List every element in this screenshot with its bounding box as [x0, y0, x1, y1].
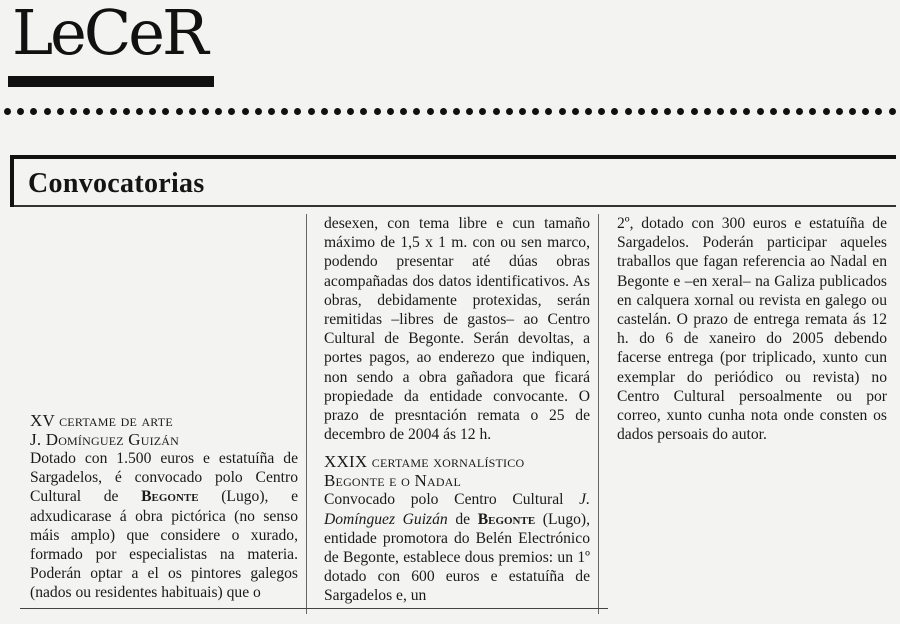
body-text: Dotado con 1.500 euros e estatuíña de Sargadelos, é convocado polo Centro Cultural de — [30, 450, 298, 506]
body-text: (Lugo), entidade promotora do Belén Electrónico de Begonte, establece dous premios: un 1º dotado con 600 euros e estatuíña de Sargadelos e, un — [324, 510, 591, 605]
article-heading-line: J. Domínguez Guizán — [30, 430, 180, 449]
divider-dot — [559, 108, 566, 115]
divider-dot — [400, 108, 407, 115]
divider-dot — [44, 108, 51, 115]
divider-dot — [823, 108, 830, 115]
divider-dot — [836, 108, 843, 115]
divider-dot — [255, 108, 262, 115]
section-underline — [14, 205, 896, 207]
divider-dot — [479, 108, 486, 115]
divider-dot — [611, 108, 618, 115]
divider-dot — [136, 108, 143, 115]
divider-dot — [413, 108, 420, 115]
body-italic: J. Domínguez Guizán — [324, 491, 590, 528]
divider-dot — [347, 108, 354, 115]
divider-dot — [743, 108, 750, 115]
divider-dot — [757, 108, 764, 115]
divider-dot — [585, 108, 592, 115]
masthead-logo: LeCeR — [12, 0, 206, 69]
divider-dot — [506, 108, 513, 115]
divider-dot — [704, 108, 711, 115]
divider-dot — [202, 108, 209, 115]
article-paragraph: desexen, con tema libre e cun tamaño máximo de 1,5 x 1 m. con ou sen marco, podendo presentar até dúas obras acompañadas dos datos identificativos. As obras, debidamente protexidas, serán remitidas –libres de gastos– ao Centro Cultural de Begonte. Serán devoltas, a portes pagos, ao enderezo que indiquen, non sendo a obra gañadora que ficará propiedade da entidade convocante. O prazo de presntación remata o 25 de decembro de 2004 ás 12 h. — [324, 215, 590, 444]
divider-dot — [70, 108, 77, 115]
article-heading-line: XXIX certame xornalístico — [324, 452, 525, 472]
divider-dot — [334, 108, 341, 115]
dotted-divider — [4, 104, 896, 118]
divider-dot — [572, 108, 579, 115]
divider-dot — [638, 108, 645, 115]
article-paragraph — [30, 449, 298, 603]
article-column-2 — [324, 214, 590, 606]
divider-dot — [308, 108, 315, 115]
divider-dot — [849, 108, 856, 115]
divider-dot — [519, 108, 526, 115]
masthead-bar — [8, 76, 214, 87]
divider-dot — [242, 108, 249, 115]
divider-dot — [123, 108, 130, 115]
divider-dot — [664, 108, 671, 115]
divider-dot — [96, 108, 103, 115]
place-name: Begonte — [477, 510, 536, 528]
divider-dot — [862, 108, 869, 115]
divider-dot — [294, 108, 301, 115]
divider-dot — [453, 108, 460, 115]
section-frame-left — [10, 155, 14, 207]
column-divider — [306, 214, 307, 614]
divider-dot — [149, 108, 156, 115]
divider-dot — [83, 108, 90, 115]
divider-dot — [281, 108, 288, 115]
divider-dot — [228, 108, 235, 115]
divider-dot — [625, 108, 632, 115]
article-heading-line: Begonte e o Nadal — [324, 471, 462, 491]
divider-dot — [57, 108, 64, 115]
article-column-1 — [30, 411, 298, 603]
article-heading-line: XV certame de arte — [30, 411, 173, 430]
body-text: de — [447, 510, 478, 528]
divider-dot — [110, 108, 117, 115]
divider-dot — [268, 108, 275, 115]
divider-dot — [730, 108, 737, 115]
column-divider — [598, 214, 599, 614]
divider-dot — [466, 108, 473, 115]
divider-dot — [387, 108, 394, 115]
body-text: Convocado polo Centro Cultural — [324, 491, 580, 509]
section-frame-top — [10, 155, 896, 159]
section-title: Convocatorias — [28, 168, 205, 199]
divider-dot — [532, 108, 539, 115]
divider-dot — [360, 108, 367, 115]
divider-dot — [4, 108, 11, 115]
divider-dot — [215, 108, 222, 115]
place-name: Begonte — [141, 488, 199, 506]
divider-dot — [427, 108, 434, 115]
divider-dot — [17, 108, 24, 115]
divider-dot — [374, 108, 381, 115]
bottom-rule — [20, 608, 608, 609]
divider-dot — [770, 108, 777, 115]
article-heading — [324, 452, 590, 490]
divider-dot — [651, 108, 658, 115]
divider-dot — [677, 108, 684, 115]
divider-dot — [189, 108, 196, 115]
divider-dot — [809, 108, 816, 115]
divider-dot — [30, 108, 37, 115]
article-column-3 — [617, 214, 887, 444]
divider-dot — [176, 108, 183, 115]
divider-dot — [321, 108, 328, 115]
divider-dot — [875, 108, 882, 115]
article-paragraph: 2º, dotado con 300 euros e estatuíña de Sargadelos. Poderán participar aqueles traballos que fagan referencia ao Nadal en Begonte e –en xeral– na Galiza publicados en calquera xornal ou revista en galego ou castelán. O prazo de entrega remata ás 12 h. do 6 de xaneiro do 2005 debendo facerse entrega (por triplicado, xunto cun exemplar do periódico ou revista) no Centro Cultural persoalmente ou por correo, xunto cunha nota onde consten os dados persoais do autor. — [617, 215, 887, 444]
divider-dot — [598, 108, 605, 115]
divider-dot — [493, 108, 500, 115]
divider-dot — [783, 108, 790, 115]
divider-dot — [545, 108, 552, 115]
divider-dot — [691, 108, 698, 115]
body-text: (Lugo), e adxudicarase á obra pictórica (no senso máis amplo) que considere o xurado, formado por especialistas na materia. Poderán optar a el os pintores galegos (nados ou residentes habituais) que o — [30, 488, 299, 602]
divider-dot — [162, 108, 169, 115]
article-heading — [30, 411, 298, 449]
divider-dot — [796, 108, 803, 115]
divider-dot — [717, 108, 724, 115]
divider-dot — [440, 108, 447, 115]
article-paragraph — [324, 490, 590, 605]
divider-dot — [889, 108, 896, 115]
